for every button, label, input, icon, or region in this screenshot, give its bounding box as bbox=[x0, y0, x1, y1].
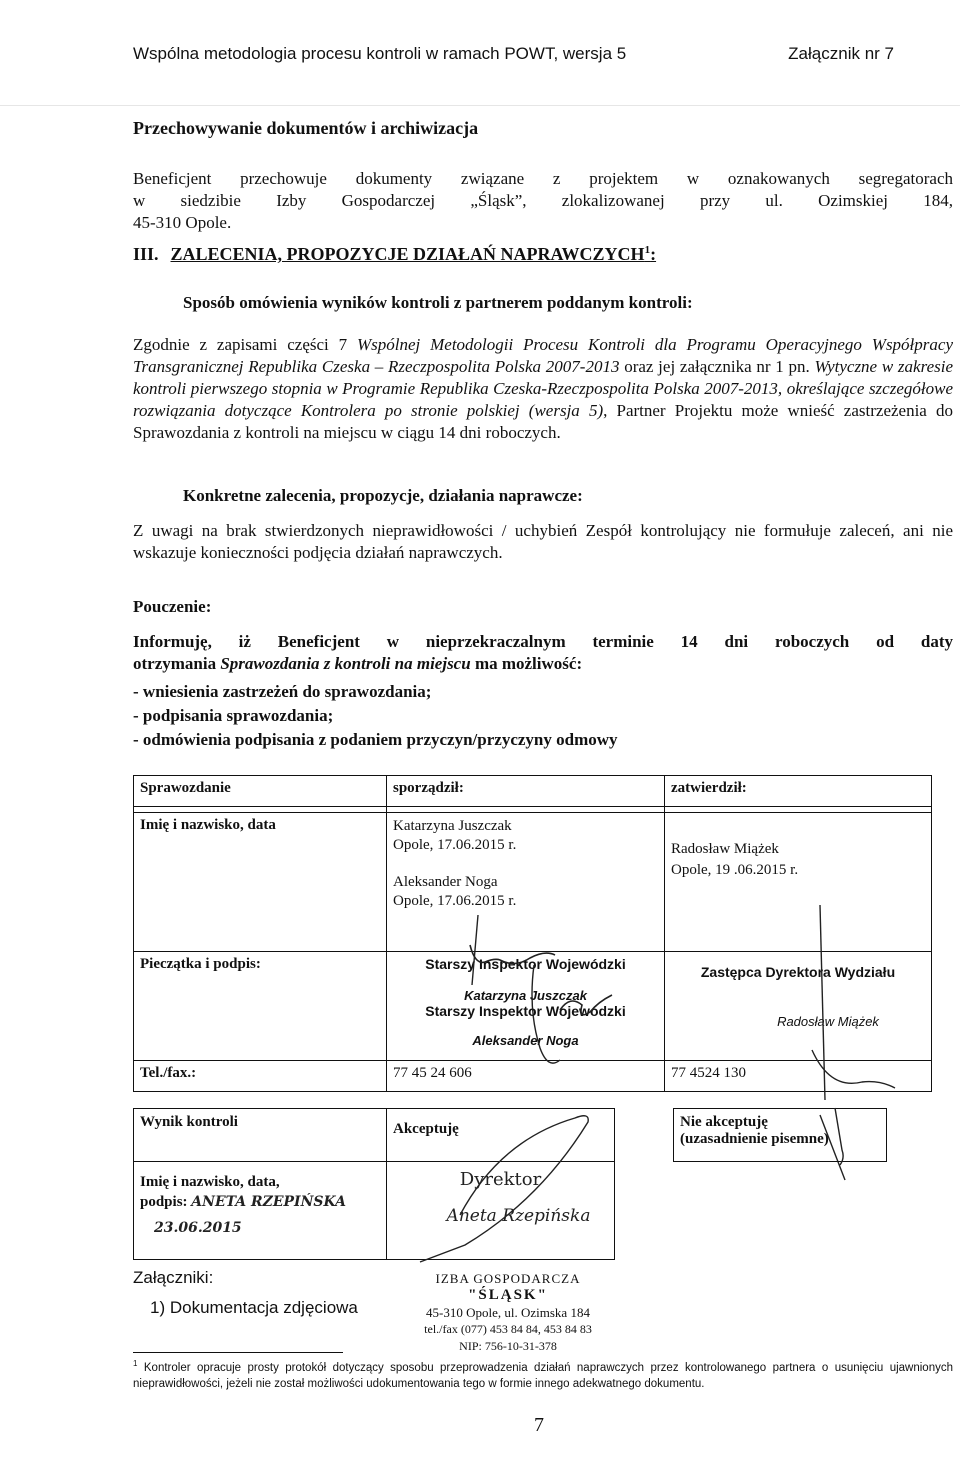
discussion-text-3: , Partner Projektu może wnieść zastrzeżenia do Sprawozdania z kontroli na miejscu w ciągu 14 dni roboczych. bbox=[133, 401, 953, 442]
archiving-line-3: 45-310 Opole. bbox=[133, 213, 232, 232]
instruction-heading: Pouczenie: bbox=[133, 597, 212, 616]
discussion-text-1: Zgodnie z zapisami części 7 bbox=[133, 335, 357, 354]
name-date-label bbox=[134, 813, 387, 952]
approver-name: Radosław Miążek bbox=[671, 841, 779, 857]
control-result-table bbox=[133, 1108, 887, 1260]
instruction-options bbox=[133, 680, 618, 752]
director-title: Dyrektor bbox=[459, 1169, 542, 1190]
discussion-heading: Sposób omówienia wyników kontroli z partnerem poddanym kontroli: bbox=[183, 293, 693, 312]
sign-label: podpis: bbox=[140, 1194, 188, 1210]
tel-value: 77 45 24 606 bbox=[393, 1065, 472, 1081]
report-signatures-table bbox=[133, 775, 932, 1092]
empty-cell bbox=[674, 1162, 887, 1260]
director-name: Aneta Rzepińska bbox=[446, 1206, 591, 1226]
instruction-line-2b: ma możliwość: bbox=[470, 654, 583, 673]
page-number: 7 bbox=[534, 1414, 544, 1436]
empty-cell bbox=[615, 1162, 674, 1260]
company-stamp-line: IZBA GOSPODARCZA bbox=[435, 1271, 581, 1286]
archiving-line-2: w siedzibie Izby Gospodarczej „Śląsk”, zlokalizowanej przy ul. Ozimskiej 184, bbox=[133, 191, 953, 210]
table-row bbox=[134, 1061, 932, 1092]
director-stamp-cell bbox=[387, 1162, 615, 1260]
company-stamp-line: tel./fax (077) 453 84 84, 453 84 83 bbox=[424, 1322, 592, 1336]
approved-by-cell bbox=[665, 813, 932, 952]
result-label-cell bbox=[134, 1109, 387, 1162]
instruction-line-1: Informuję, iż Beneficjent w nieprzekraczalnym terminie 14 dni roboczych od daty bbox=[133, 632, 953, 651]
table-row bbox=[134, 1162, 887, 1260]
section-3-title bbox=[171, 244, 657, 264]
handwritten-date: 23.06.2015 bbox=[154, 1220, 242, 1236]
header-attachment-no: Załącznik nr 7 bbox=[788, 44, 894, 63]
stamp-signature-label bbox=[134, 952, 387, 1061]
footnote-divider bbox=[133, 1352, 343, 1353]
discussion-italic-2: Wytyczne w zakresie kontroli pierwszego stopnia w Programie Republika Czeska-Rzeczpospolita Polska 2007-2013, określające szczegółowe rozwiązania dotyczące Kontrolera po stronie polskiej (wersja 5) bbox=[133, 357, 953, 420]
header-divider bbox=[0, 105, 960, 106]
header-cell-text: sporządził: bbox=[393, 780, 464, 796]
table-header-approved bbox=[665, 776, 932, 807]
section-3-title-text: ZALECENIA, PROPOZYCJE DZIAŁAŃ NAPRAWCZYCH bbox=[170, 244, 645, 264]
preparer-2-name: Aleksander Noga bbox=[393, 874, 498, 890]
accept-text: Akceptuję bbox=[393, 1121, 459, 1137]
header-cell-text: zatwierdził: bbox=[671, 780, 747, 796]
instruction-line-2-italic: Sprawozdania z kontroli na miejscu bbox=[220, 654, 471, 673]
approver-date: Opole, 19 .06.2015 r. bbox=[671, 862, 799, 878]
table-row bbox=[134, 952, 932, 1061]
prepared-by-cell bbox=[387, 813, 665, 952]
footnote-mark: 1 bbox=[644, 244, 651, 256]
company-stamp-line: NIP: 756-10-31-378 bbox=[459, 1339, 557, 1353]
option-item: - podpisania sprawozdania; bbox=[133, 706, 334, 725]
reject-line-1: Nie akceptuję bbox=[680, 1114, 768, 1130]
discussion-italic-1: Wspólnej Metodologii Procesu Kontroli dla Programu Operacyjnego Współpracy Transgranicznej Republika Czeska – Rzeczpospolita Polska 2007-2013 bbox=[133, 335, 953, 376]
footnote bbox=[133, 1356, 953, 1392]
footnote-text: Kontroler opracuje prosty protokół dotyczący sposobu przeprowadzenia działań naprawczych przez kontrolowanego partnera o usunięciu ujawnionych nieprawidłowości, jeżeli nie został możliwości udokumentowania tego w formie innego adekwatnego dokumentu. bbox=[133, 1361, 953, 1390]
company-stamp-line: 45-310 Opole, ul. Ozimska 184 bbox=[426, 1305, 590, 1320]
stamp-3-title: Zastępca Dyrektora Wydziału bbox=[700, 964, 896, 980]
option-item: - wniesienia zastrzeżeń do sprawozdania; bbox=[133, 682, 432, 701]
preparer-1-date: Opole, 17.06.2015 r. bbox=[393, 837, 517, 853]
attachment-item: 1) Dokumentacja zdjęciowa bbox=[150, 1298, 358, 1317]
section-3-heading bbox=[133, 244, 656, 265]
recommendations-heading: Konkretne zalecenia, propozycje, działania naprawcze: bbox=[183, 486, 583, 505]
archiving-paragraph bbox=[133, 168, 953, 234]
instruction-line-2 bbox=[133, 654, 582, 673]
table-header-report bbox=[134, 776, 387, 807]
option-item: - odmówienia podpisania z podaniem przyczyn/przyczyny odmowy bbox=[133, 730, 618, 749]
reject-line-2: (uzasadnienie pisemne) bbox=[680, 1131, 829, 1147]
attachments-label: Załączniki: bbox=[133, 1268, 214, 1287]
approver-stamp-cell bbox=[665, 952, 932, 1061]
label-text: Wynik kontroli bbox=[140, 1114, 238, 1130]
section-3-number: III. bbox=[133, 244, 159, 264]
header-cell-text: Sprawozdanie bbox=[140, 780, 231, 796]
company-stamp-line: "ŚLĄSK" bbox=[468, 1287, 548, 1303]
tel-fax-label bbox=[134, 1061, 387, 1092]
table-row bbox=[134, 1109, 887, 1162]
section-title-archiving: Przechowywanie dokumentów i archiwizacja bbox=[133, 118, 479, 138]
footnote-number: 1 bbox=[133, 1359, 138, 1368]
reject-cell bbox=[674, 1109, 887, 1162]
tel-value: 77 4524 130 bbox=[671, 1065, 746, 1081]
preparer-1-name: Katarzyna Juszczak bbox=[393, 818, 512, 834]
table-row bbox=[134, 813, 932, 952]
stamp-1-title: Starszy Inspektor Wojewódzki bbox=[425, 956, 626, 972]
tel-approved-cell bbox=[665, 1061, 932, 1092]
section-3-suffix: : bbox=[650, 244, 657, 264]
stamp-1-name: Katarzyna Juszczak bbox=[464, 988, 587, 1003]
company-stamp bbox=[398, 1270, 618, 1355]
accept-cell bbox=[387, 1109, 615, 1162]
stamp-2-title: Starszy Inspektor Wojewódzki bbox=[425, 1003, 626, 1019]
instruction-line-2a: otrzymania bbox=[133, 654, 221, 673]
stamp-3-name: Radosław Miążek bbox=[777, 1014, 879, 1029]
table-row bbox=[134, 776, 932, 807]
stamp-2-name: Aleksander Noga bbox=[472, 1033, 579, 1048]
discussion-paragraph bbox=[133, 334, 953, 444]
label-text: Tel./fax.: bbox=[140, 1065, 197, 1081]
tel-prepared-cell bbox=[387, 1061, 665, 1092]
label-text: Imię i nazwisko, data bbox=[140, 817, 276, 833]
table-header-prepared bbox=[387, 776, 665, 807]
name-sign-cell bbox=[134, 1162, 387, 1260]
preparers-stamps-cell bbox=[387, 952, 665, 1061]
name-date-sign-label: Imię i nazwisko, data, bbox=[140, 1174, 280, 1190]
sign-row bbox=[140, 1192, 380, 1212]
gap-cell bbox=[615, 1109, 674, 1162]
header-title: Wspólna metodologia procesu kontroli w ramach POWT, wersja 5 bbox=[133, 44, 627, 63]
preparer-2-date: Opole, 17.06.2015 r. bbox=[393, 893, 517, 909]
label-text: Pieczątka i podpis: bbox=[140, 956, 261, 972]
recommendations-paragraph: Z uwagi na brak stwierdzonych nieprawidłowości / uchybień Zespół kontrolujący nie formułuje zaleceń, ani nie wskazuje konieczności podjęcia działań naprawczych. bbox=[133, 521, 953, 562]
discussion-text-2: oraz jej załącznika nr 1 pn. bbox=[619, 357, 815, 376]
handwritten-name: ANETA RZEPIŃSKA bbox=[191, 1194, 346, 1210]
archiving-line-1: Beneficjent przechowuje dokumenty związane z projektem w oznakowanych segregatorach bbox=[133, 169, 953, 188]
spacer bbox=[393, 855, 658, 873]
instruction-paragraph bbox=[133, 631, 953, 675]
